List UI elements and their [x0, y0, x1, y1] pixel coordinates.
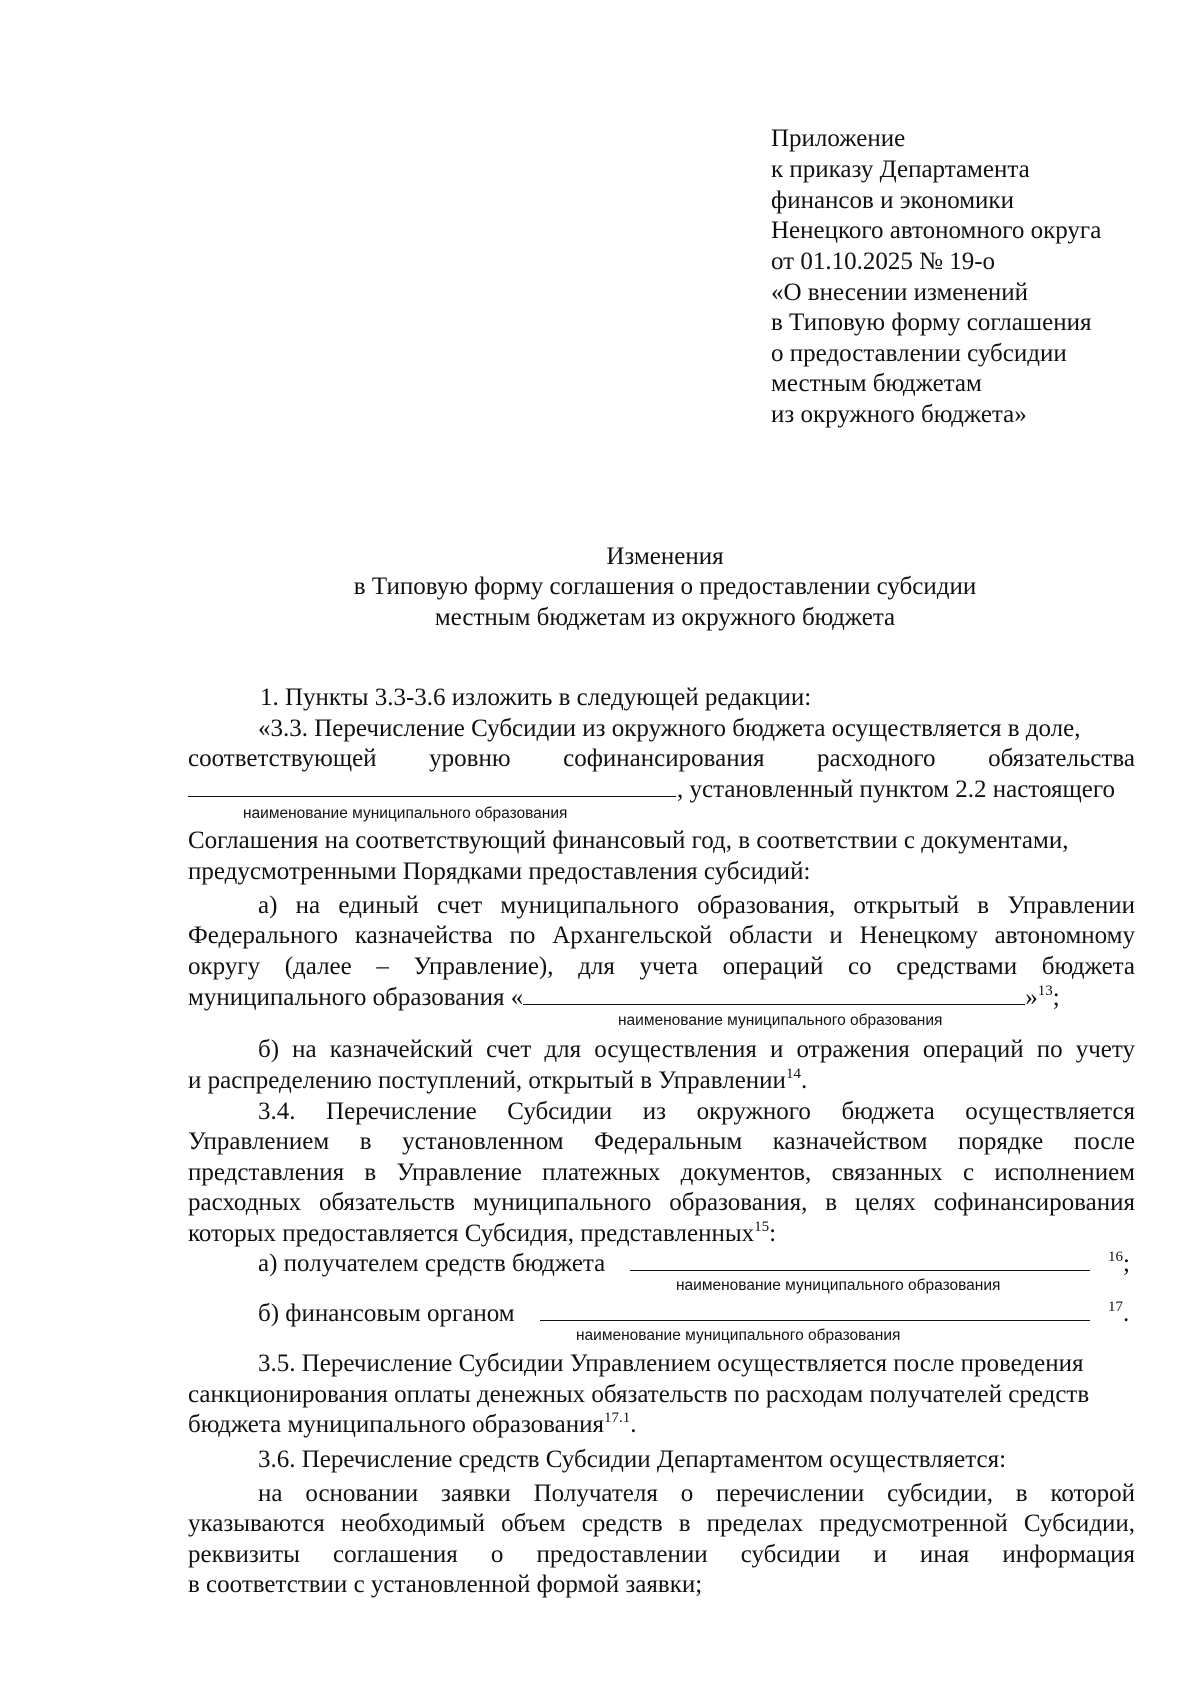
- title-line: Изменения: [606, 543, 724, 570]
- p36-line: в соответствии с установленной формой заявки;: [188, 1571, 703, 1598]
- pb-line: б) на казначейский счет для осуществления и отражения операций по учету: [258, 1036, 1135, 1063]
- title-line: в Типовую форму соглашения о предоставлении субсидии: [353, 573, 977, 600]
- p34-line: представления в Управление платежных документов, связанных с исполнением: [188, 1159, 1135, 1186]
- footnote-ref: 17.1: [604, 1410, 631, 1426]
- blank-line: [188, 796, 676, 797]
- p35-line: [188, 1410, 637, 1440]
- appendix-line: к приказу Департамента: [771, 156, 1030, 183]
- p35-line-text: бюджета муниципального образования: [188, 1411, 605, 1438]
- field-caption: наименование муниципального образования: [243, 805, 568, 822]
- p36-line: реквизиты соглашения о предоставлении субсидии и иная информация: [188, 1541, 1135, 1568]
- pa-line: округу (далее – Управление), для учета операций со средствами бюджета: [188, 953, 1135, 980]
- p36-line: 3.6. Перечисление средств Субсидии Департаментом осуществляется:: [258, 1446, 1007, 1473]
- appendix-line: «О внесении изменений: [771, 279, 1029, 306]
- pa-line-head: муниципального образования «: [188, 984, 524, 1011]
- p36-line: указываются необходимый объем средств в пределах предусмотренной Субсидии,: [188, 1510, 1135, 1537]
- punctuation: .: [800, 1067, 808, 1094]
- p34a-line: а) получателем средств бюджета: [258, 1250, 606, 1277]
- pa-line: [188, 982, 1060, 1013]
- p34b-line: б) финансовым органом: [258, 1300, 515, 1327]
- p33-line: «3.3. Перечисление Субсидии из окружного бюджета осуществляется в доле,: [258, 715, 1081, 742]
- p34-line: Управлением в установленном Федеральным казначейством порядке после: [188, 1128, 1135, 1155]
- appendix-line: Приложение: [771, 125, 906, 152]
- pb-line-text: и распределению поступлений, открытый в Управлении: [188, 1067, 786, 1094]
- pa-line: а) на единый счет муниципального образования, открытый в Управлении: [258, 892, 1135, 919]
- punctuation: :: [769, 1220, 777, 1247]
- pb-line: [188, 1066, 807, 1096]
- appendix-line: местным бюджетам: [771, 370, 982, 397]
- field-caption: наименование муниципального образования: [618, 1012, 943, 1029]
- footnote-ref: 15: [754, 1219, 770, 1235]
- footnote-ref: 13: [1037, 983, 1053, 999]
- appendix-line: в Типовую форму соглашения: [771, 309, 1092, 336]
- appendix-line: финансов и экономики: [771, 187, 1014, 214]
- p34-line: расходных обязательств муниципального образования, в целях софинансирования: [188, 1189, 1135, 1216]
- p33-line: соответствующей уровню софинансирования расходного обязательства: [188, 745, 1135, 772]
- punctuation: ;: [1123, 1250, 1130, 1277]
- footnote-ref: 14: [785, 1066, 801, 1082]
- pa-line: Федерального казначейства по Архангельской области и Ненецкому автономному: [188, 922, 1135, 949]
- appendix-line: от 01.10.2025 № 19-о: [771, 248, 996, 275]
- punctuation: .: [1123, 1300, 1130, 1327]
- appendix-line: о предоставлении субсидии: [771, 340, 1067, 367]
- p34-line-text: которых предоставляется Субсидия, представленных: [188, 1220, 755, 1247]
- field-caption: наименование муниципального образования: [676, 1277, 1001, 1294]
- blank-line: [540, 1320, 1090, 1321]
- p34a-end: [1108, 1249, 1130, 1279]
- paragraph-1: 1. Пункты 3.3-3.6 изложить в следующей редакции:: [260, 684, 812, 711]
- field-caption: наименование муниципального образования: [576, 1327, 901, 1344]
- appendix-line: Ненецкого автономного округа: [771, 217, 1102, 244]
- footnote-ref: 17: [1108, 1299, 1123, 1315]
- p35-line: 3.5. Перечисление Субсидии Управлением осуществляется после проведения: [258, 1350, 1084, 1377]
- pa-line-tail: »: [1025, 984, 1038, 1011]
- p34b-end: [1108, 1299, 1129, 1329]
- punctuation: ;: [1052, 984, 1060, 1011]
- p34-line: 3.4. Перечисление Субсидии из окружного бюджета осуществляется: [258, 1098, 1135, 1125]
- p33-line: , установленный пунктом 2.2 настоящего: [677, 776, 1115, 803]
- p35-line: санкционирования оплаты денежных обязательств по расходам получателей средств: [188, 1381, 1090, 1408]
- punctuation: .: [630, 1411, 637, 1438]
- blank-line: [523, 982, 1025, 1005]
- p36-line: на основании заявки Получателя о перечислении субсидии, в которой: [258, 1480, 1135, 1507]
- blank-line: [630, 1270, 1090, 1271]
- p33-line: предусмотренными Порядками предоставления субсидий:: [188, 858, 811, 885]
- p34-line: [188, 1219, 776, 1249]
- title-line: местным бюджетам из окружного бюджета: [434, 604, 896, 631]
- footnote-ref: 16: [1108, 1249, 1123, 1265]
- p33-line: Соглашения на соответствующий финансовый год, в соответствии с документами,: [188, 827, 1069, 854]
- appendix-line: из окружного бюджета»: [771, 401, 1027, 428]
